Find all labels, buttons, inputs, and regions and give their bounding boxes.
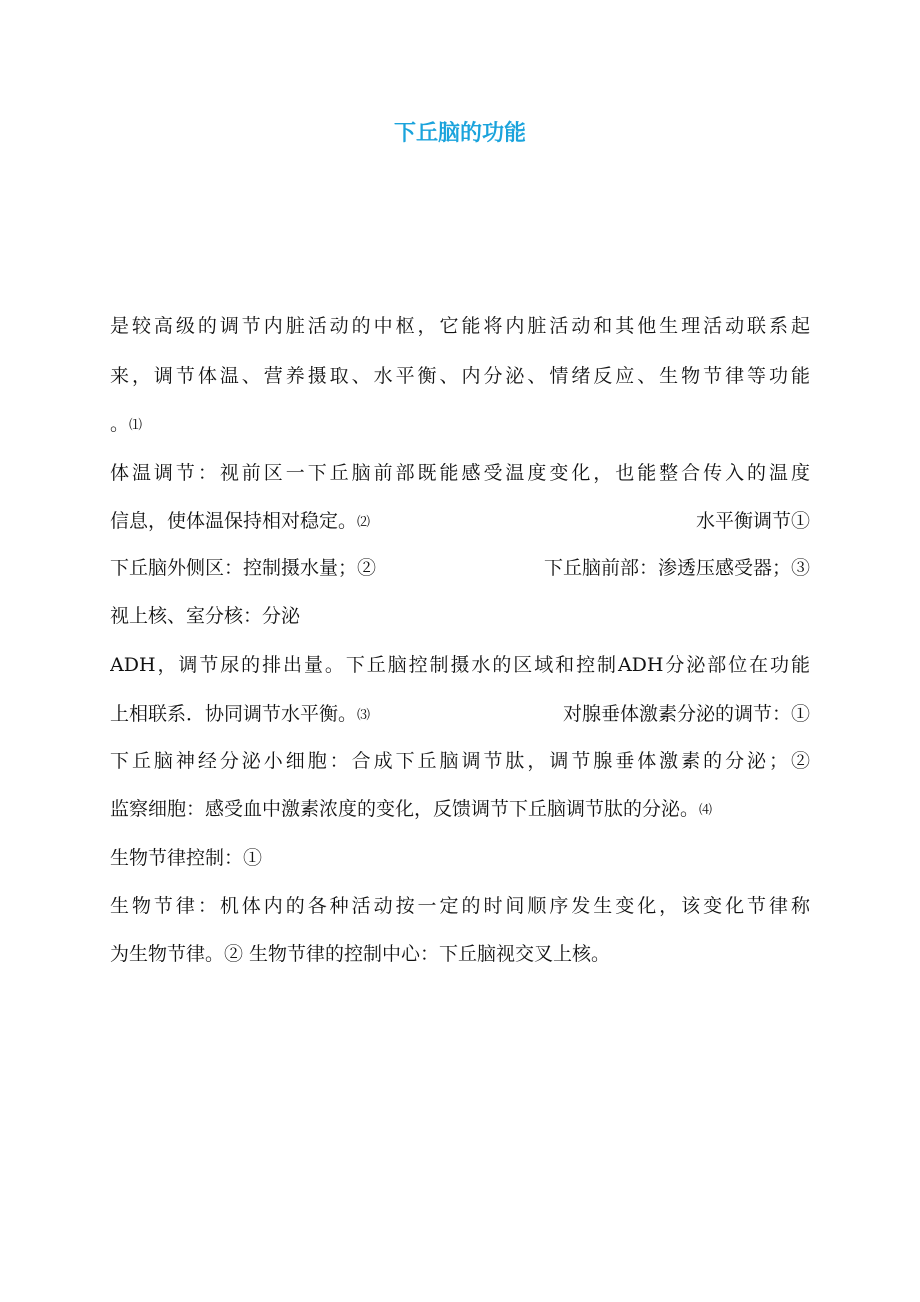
footnote-marker: ⑷ — [699, 803, 713, 818]
line-text: 下丘脑神经分泌小细胞：合成下丘脑调节肽，调节腺垂体激素的分泌；② — [110, 750, 810, 772]
line-text: 生物节律：机体内的各种活动按一定的时间顺序发生变化，该变化节律称 — [110, 895, 810, 917]
line-text: 是较高级的调节内脏活动的中枢，它能将内脏活动和其他生理活动联系起 — [110, 315, 810, 337]
paragraph-line — [110, 359, 810, 393]
line-text: 视上核、室分核：分泌 — [110, 605, 301, 627]
paragraph-line — [110, 792, 810, 826]
paragraph-line — [110, 551, 810, 585]
line-text: 监察细胞：感受血中激素浓度的变化，反馈调节下丘脑调节肽的分泌。 — [110, 798, 700, 820]
paragraph-line — [110, 889, 810, 923]
document-title: 下丘脑的功能 — [393, 121, 526, 146]
paragraph-line — [110, 937, 810, 971]
section-heading-water-balance: 水平衡调节① — [695, 510, 810, 532]
paragraph-line — [110, 697, 810, 731]
line-text: 上相联系．协同调节水平衡。 — [110, 703, 358, 725]
paragraph-line — [110, 599, 810, 633]
line-text-secondary: 下丘脑前部：渗透压感受器；③ — [543, 557, 810, 579]
footnote-marker: ⑵ — [357, 515, 371, 530]
line-text: 信息，使体温保持相对稳定。 — [110, 510, 358, 532]
paragraph-line — [110, 648, 810, 682]
line-text: 为生物节律。② 生物节律的控制中心：下丘脑视交叉上核。 — [110, 943, 611, 965]
line-text: 体温调节：视前区一下丘脑前部既能感受温度变化，也能整合传入的温度 — [110, 462, 810, 484]
paragraph-line — [110, 456, 810, 490]
line-text: ADH，调节尿的排出量。下丘脑控制摄水的区域和控制ADH分泌部位在功能 — [110, 654, 810, 676]
paragraph-line — [110, 744, 810, 778]
paragraph-line — [110, 309, 810, 343]
footnote-marker: ⑴ — [129, 418, 143, 433]
paragraph-line — [110, 841, 810, 875]
paragraph-line — [110, 504, 810, 538]
line-text: 下丘脑外侧区：控制摄水量；② — [110, 557, 377, 579]
line-text: 来，调节体温、营养摄取、水平衡、内分泌、情绪反应、生物节律等功能 — [110, 365, 810, 387]
line-text: 生物节律控制：① — [110, 847, 263, 869]
footnote-marker: ⑶ — [357, 708, 371, 723]
paragraph-line — [110, 407, 810, 441]
section-heading-pituitary: 对腺垂体激素分泌的调节：① — [562, 703, 810, 725]
line-text: 。 — [110, 413, 130, 435]
